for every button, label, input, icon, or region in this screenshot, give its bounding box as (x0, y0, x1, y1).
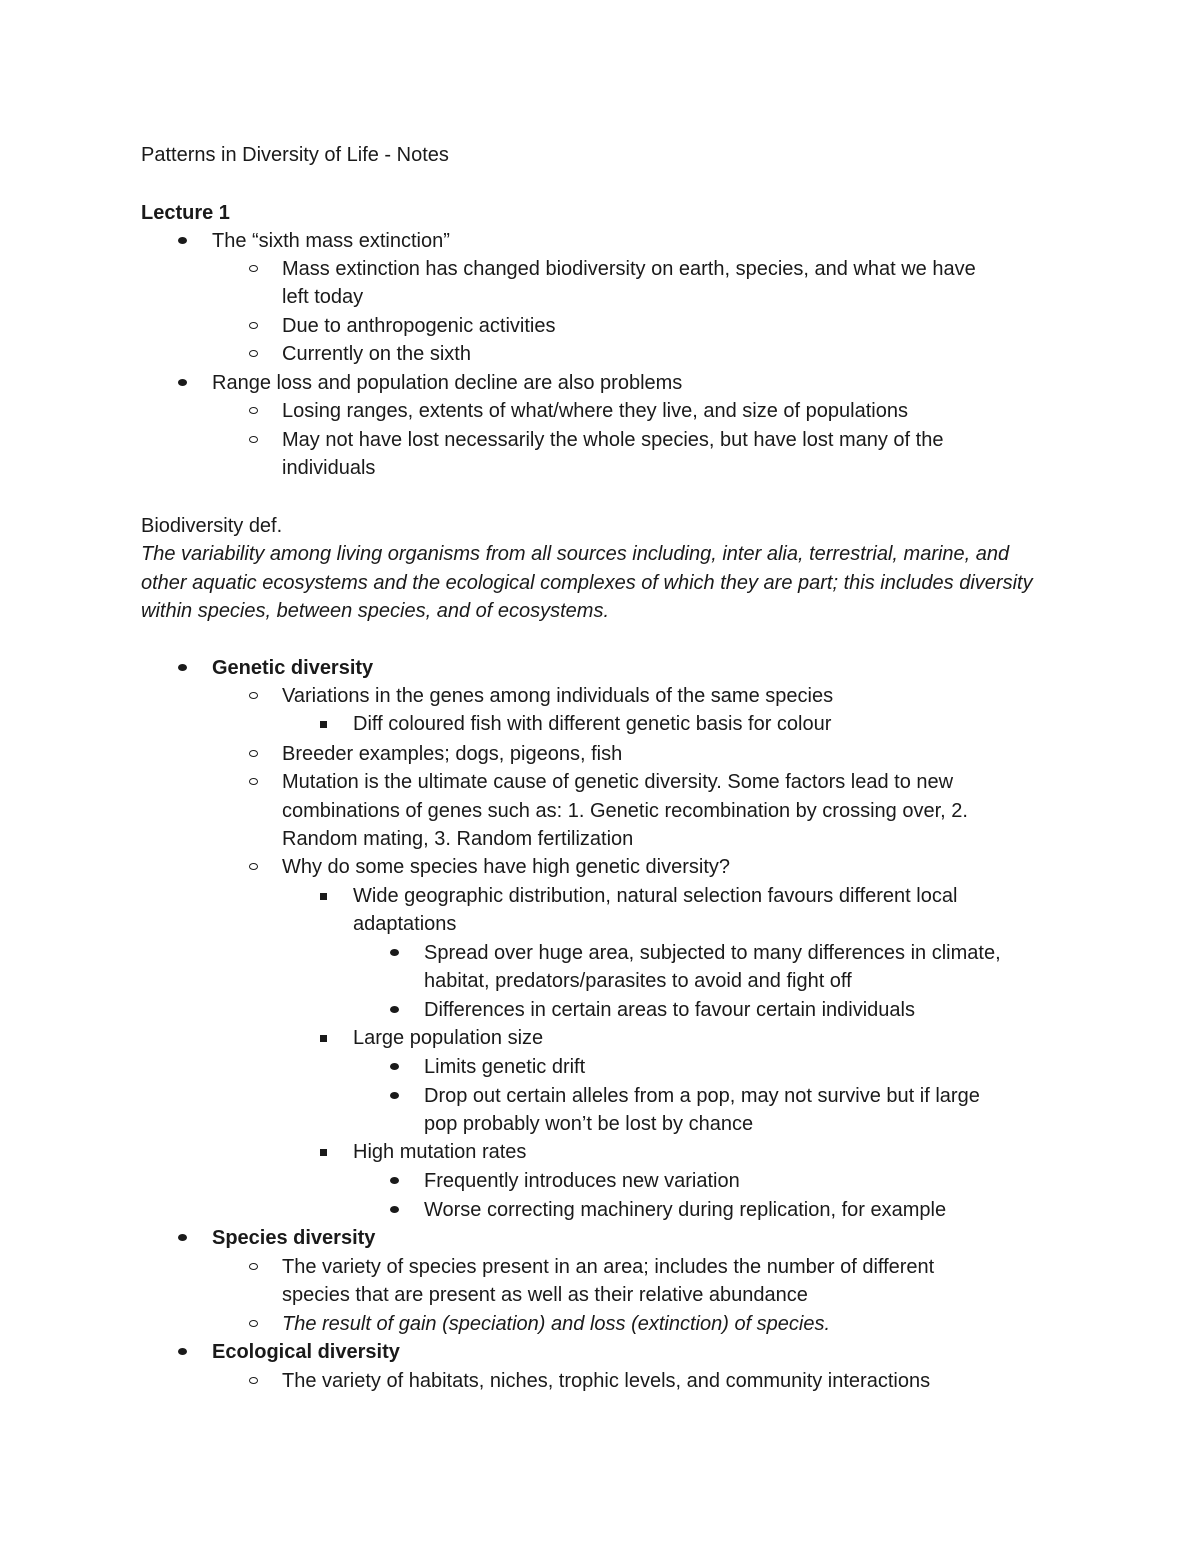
list-item-continuation: left today (282, 286, 364, 308)
bullet-square-icon (320, 721, 327, 728)
list-item-continuation: habitat, predators/parasites to avoid and fight off (424, 970, 852, 992)
section-heading-species: Species diversity (212, 1227, 376, 1249)
bullet-hollow-icon (249, 265, 258, 272)
bullet-hollow-icon (249, 436, 258, 443)
bullet-filled-icon (390, 949, 399, 956)
definition-label: Biodiversity def. (141, 515, 283, 537)
list-item: Large population size (353, 1027, 544, 1049)
list-item: Variations in the genes among individuals of the same species (282, 685, 834, 707)
list-item: Mass extinction has changed biodiversity on earth, species, and what we have (282, 258, 976, 280)
list-item: Drop out certain alleles from a pop, may not survive but if large (424, 1085, 980, 1107)
lecture-heading: Lecture 1 (141, 202, 230, 224)
bullet-filled-icon (390, 1006, 399, 1013)
bullet-filled-icon (390, 1063, 399, 1070)
bullet-hollow-icon (249, 692, 258, 699)
list-item: High mutation rates (353, 1141, 527, 1163)
bullet-hollow-icon (249, 1263, 258, 1270)
bullet-filled-icon (178, 1348, 187, 1355)
bullet-hollow-icon (249, 1320, 258, 1327)
list-item: Frequently introduces new variation (424, 1170, 740, 1192)
bullet-square-icon (320, 1035, 327, 1042)
list-item: The result of gain (speciation) and loss (extinction) of species. (282, 1313, 831, 1335)
list-item-continuation: combinations of genes such as: 1. Genetic recombination by crossing over, 2. (282, 800, 968, 822)
list-item: Wide geographic distribution, natural selection favours different local (353, 885, 958, 907)
bullet-square-icon (320, 893, 327, 900)
list-item: Currently on the sixth (282, 343, 471, 365)
section-heading-genetic: Genetic diversity (212, 657, 374, 679)
list-item: Due to anthropogenic activities (282, 315, 556, 337)
list-item: Losing ranges, extents of what/where they live, and size of populations (282, 400, 908, 422)
list-item: Mutation is the ultimate cause of genetic diversity. Some factors lead to new (282, 771, 954, 793)
section-heading-ecological: Ecological diversity (212, 1341, 400, 1363)
bullet-filled-icon (178, 237, 187, 244)
list-item: The “sixth mass extinction” (212, 230, 450, 252)
list-item: Breeder examples; dogs, pigeons, fish (282, 743, 623, 765)
bullet-hollow-icon (249, 1377, 258, 1384)
definition-text: The variability among living organisms from all sources including, inter alia, terrestrial, marine, and other aquatic ecosystems and the ecological complexes of which they are part; this includes diversity within species, between species, and of ecosystems. (141, 543, 1033, 623)
document-title: Patterns in Diversity of Life - Notes (141, 144, 449, 166)
list-item: Worse correcting machinery during replication, for example (424, 1199, 947, 1221)
bullet-square-icon (320, 1149, 327, 1156)
list-item: Limits genetic drift (424, 1056, 586, 1078)
list-item: Range loss and population decline are also problems (212, 372, 683, 394)
bullet-filled-icon (390, 1177, 399, 1184)
bullet-hollow-icon (249, 778, 258, 785)
bullet-filled-icon (178, 664, 187, 671)
list-item-continuation: Random mating, 3. Random fertilization (282, 828, 634, 850)
list-item: Diff coloured fish with different genetic basis for colour (353, 713, 832, 735)
bullet-hollow-icon (249, 322, 258, 329)
list-item-continuation: pop probably won’t be lost by chance (424, 1113, 754, 1135)
list-item: May not have lost necessarily the whole species, but have lost many of the (282, 429, 944, 451)
list-item: The variety of habitats, niches, trophic levels, and community interactions (282, 1370, 931, 1392)
bullet-filled-icon (178, 379, 187, 386)
list-item-continuation: adaptations (353, 913, 457, 935)
bullet-hollow-icon (249, 863, 258, 870)
list-item: Why do some species have high genetic diversity? (282, 856, 731, 878)
bullet-filled-icon (390, 1206, 399, 1213)
bullet-hollow-icon (249, 407, 258, 414)
bullet-filled-icon (390, 1092, 399, 1099)
list-item-continuation: species that are present as well as their relative abundance (282, 1284, 808, 1306)
list-item-continuation: individuals (282, 457, 376, 479)
bullet-hollow-icon (249, 350, 258, 357)
bullet-hollow-icon (249, 750, 258, 757)
list-item: The variety of species present in an area; includes the number of different (282, 1256, 935, 1278)
list-item: Differences in certain areas to favour certain individuals (424, 999, 915, 1021)
list-item: Spread over huge area, subjected to many differences in climate, (424, 942, 1001, 964)
bullet-filled-icon (178, 1234, 187, 1241)
